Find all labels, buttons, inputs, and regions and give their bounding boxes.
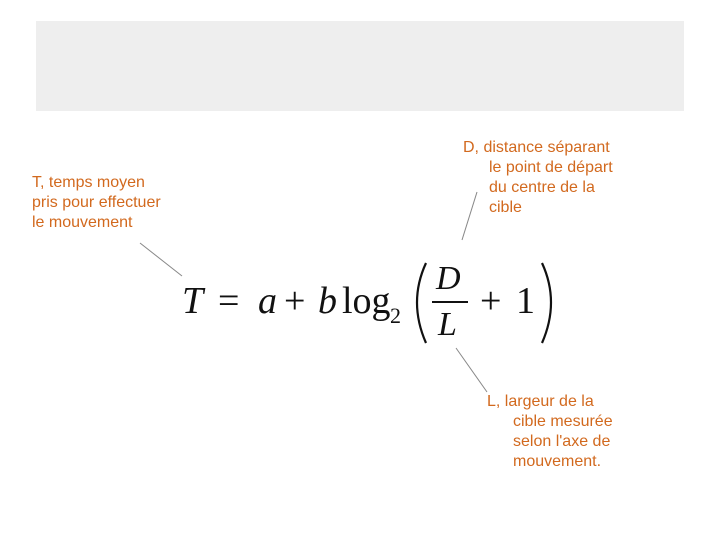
annotation-d-line: D, distance séparant [463,139,610,156]
formula-equals: = [218,280,240,322]
annotation-d-line: du centre de la [489,179,595,196]
formula-log: log [342,280,391,322]
formula-symbol-t: T [182,280,204,322]
formula-symbol-d: D [436,260,461,297]
annotation-l-line: L, largeur de la [487,393,594,410]
annotation-t-line: le mouvement [32,214,133,231]
annotation-d-line: le point de départ [489,159,613,176]
annotation-d-line: cible [489,199,522,216]
formula-log-base: 2 [390,303,401,328]
leader-line-l [456,348,487,392]
annotation-t-line: pris pour effectuer [32,194,161,211]
annotation-l-line: mouvement. [513,453,602,470]
formula-plus: + [480,280,502,322]
formula-plus: + [284,280,306,322]
fitts-law-formula [180,255,570,350]
leader-line-d [462,192,477,240]
formula-symbol-l: L [438,306,457,343]
formula-symbol-a: a [258,280,277,322]
leader-line-t [140,243,182,276]
formula-left-paren [417,263,426,343]
formula-symbol-b: b [318,280,337,322]
annotation-t-line: T, temps moyen [32,174,145,191]
annotation-l-line: selon l'axe de [513,433,611,450]
formula-right-paren [542,263,551,343]
annotation-l-line: cible mesurée [513,413,613,430]
formula-one: 1 [516,280,535,322]
